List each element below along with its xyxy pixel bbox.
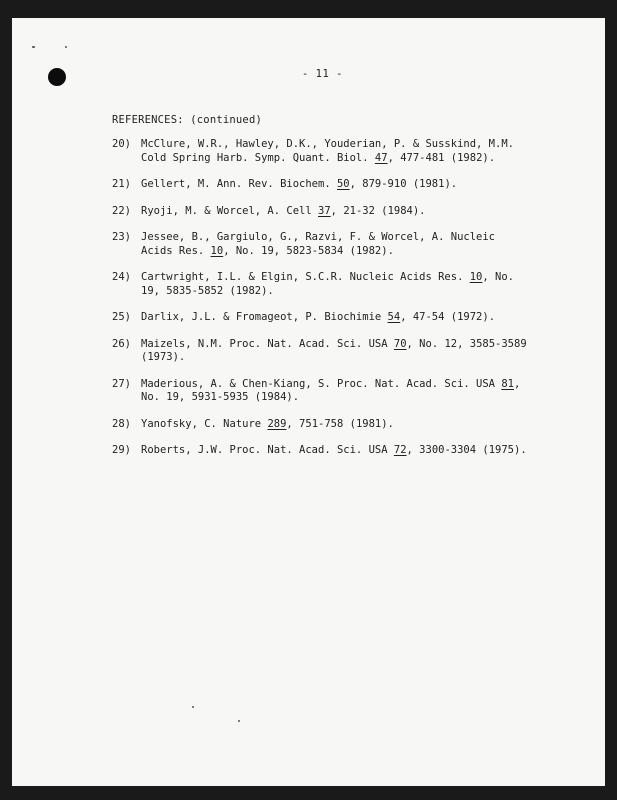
reference-item [112, 271, 532, 298]
reference-item [112, 418, 532, 432]
reference-item [112, 205, 532, 219]
reference-segment: Maderious, A. & Chen-Kiang, S. Proc. Nat. Acad. Sci. USA [141, 377, 502, 390]
scan-speck [65, 46, 67, 48]
reference-text [141, 271, 532, 298]
volume-number: 81 [501, 377, 514, 390]
scan-speck [32, 46, 35, 48]
reference-segment: , No. 19, 5931-5935 (1984). [141, 377, 521, 403]
reference-segment: Cartwright, I.L. & Elgin, S.C.R. Nucleic Acids Res. [141, 271, 470, 283]
reference-text [141, 378, 532, 405]
reference-number: 20) [112, 138, 131, 150]
reference-number: 24) [112, 271, 131, 283]
reference-segment: Jessee, B., Gargiulo, G., Razvi, F. & Worcel, A. Nucleic Acids Res. [141, 231, 496, 257]
volume-number: 70 [393, 337, 407, 350]
volume-number: 72 [393, 444, 407, 456]
reference-segment: , 21-32 (1984). [330, 204, 426, 217]
reference-item [112, 138, 532, 165]
reference-segment: Gellert, M. Ann. Rev. Biochem. [141, 178, 337, 190]
reference-segment: , No. 12, 3585-3589 (1973). [141, 337, 527, 363]
scan-speck [192, 706, 194, 708]
reference-segment: Darlix, J.L. & Fromageot, P. Biochimie [141, 311, 388, 323]
reference-segment: , 3300-3304 (1975). [406, 444, 527, 456]
reference-number: 28) [112, 417, 131, 430]
reference-number: 22) [112, 204, 131, 217]
reference-text [141, 231, 532, 258]
reference-segment: , 751-758 (1981). [286, 417, 394, 430]
document-page [12, 18, 605, 786]
reference-text [141, 138, 532, 165]
volume-number: 54 [387, 311, 401, 323]
references-heading: REFERENCES: (continued) [112, 114, 262, 126]
reference-item [112, 178, 532, 192]
reference-segment: Maizels, N.M. Proc. Nat. Acad. Sci. USA [141, 337, 394, 350]
reference-segment: , No. 19, 5835-5852 (1982). [141, 271, 514, 297]
reference-text [141, 418, 532, 432]
reference-segment: , No. 19, 5823-5834 (1982). [223, 244, 394, 257]
reference-text [141, 338, 532, 365]
reference-text [141, 205, 532, 219]
reference-item [112, 444, 532, 458]
reference-item [112, 378, 532, 405]
reference-segment: Roberts, J.W. Proc. Nat. Acad. Sci. USA [141, 444, 394, 456]
reference-text [141, 178, 532, 192]
reference-segment: , 47-54 (1972). [400, 311, 496, 323]
reference-segment: Ryoji, M. & Worcel, A. Cell [141, 204, 319, 217]
volume-number: 10 [469, 271, 483, 283]
reference-item [112, 231, 532, 258]
reference-segment: Yanofsky, C. Nature [141, 417, 268, 430]
reference-text [141, 444, 532, 458]
scan-speck [238, 720, 240, 722]
reference-segment: , 879-910 (1981). [349, 178, 458, 190]
reference-segment: McClure, W.R., Hawley, D.K., Youderian, P. & Susskind, M.M. Cold Spring Harb. Symp. Quant. Biol. [141, 138, 514, 164]
volume-number: 50 [336, 178, 350, 190]
reference-item [112, 311, 532, 325]
punch-hole [48, 68, 66, 86]
volume-number: 289 [267, 417, 287, 430]
reference-text [141, 311, 532, 325]
page-number: - 11 - [302, 68, 343, 80]
reference-segment: , 477-481 (1982). [387, 151, 496, 164]
reference-number: 25) [112, 311, 131, 323]
volume-number: 47 [374, 151, 388, 164]
reference-number: 27) [112, 377, 131, 390]
reference-number: 26) [112, 337, 131, 350]
volume-number: 37 [318, 204, 331, 217]
reference-number: 23) [112, 231, 131, 243]
reference-number: 29) [112, 444, 131, 456]
reference-list [112, 138, 532, 471]
reference-item [112, 338, 532, 365]
reference-number: 21) [112, 178, 131, 190]
volume-number: 10 [210, 244, 224, 257]
